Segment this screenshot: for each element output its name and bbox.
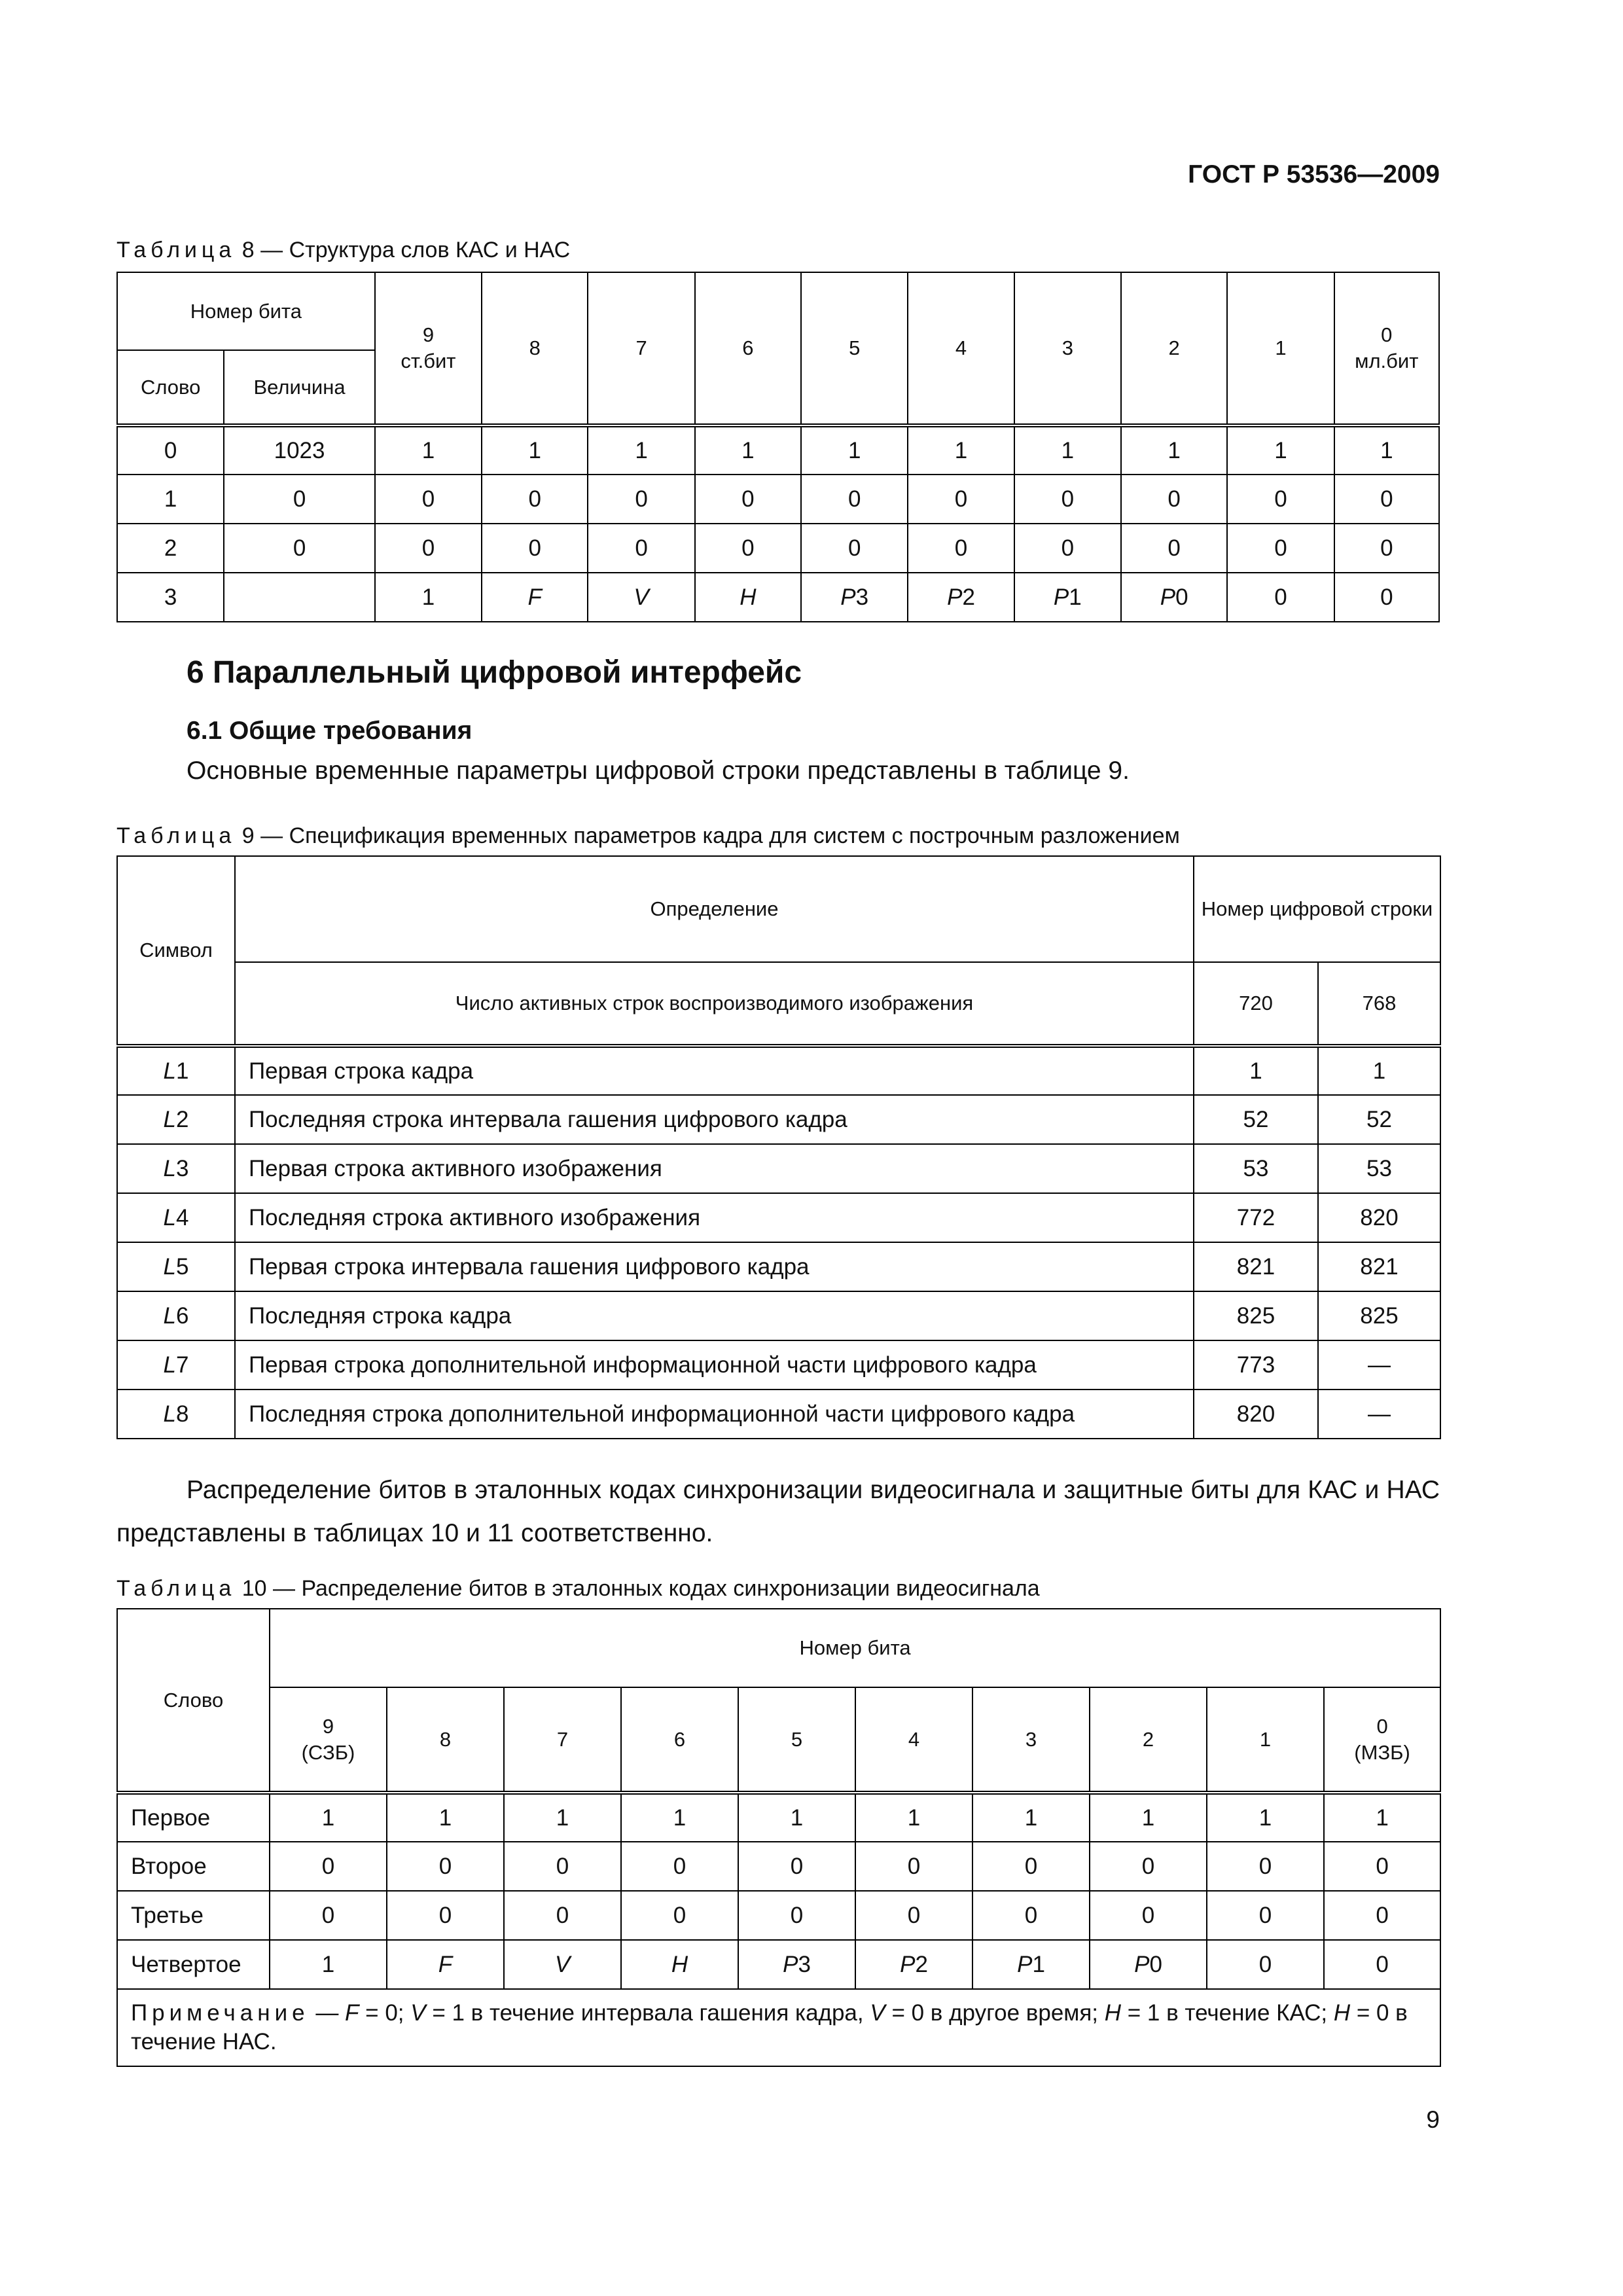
bit-cell — [387, 1940, 504, 1989]
line-768-cell: 825 — [1318, 1291, 1440, 1340]
word-cell: 3 — [117, 573, 224, 622]
word-cell: 0 — [117, 425, 224, 475]
table8-header-value: Величина — [224, 350, 374, 425]
bit-cell: 1 — [482, 425, 588, 475]
line-768-cell: — — [1318, 1390, 1440, 1439]
table9-row — [117, 1340, 1440, 1390]
table10-header-bit3: 3 — [972, 1687, 1090, 1793]
table10-header-bit9: 9 (СЗБ) — [270, 1687, 387, 1793]
table8-row — [117, 425, 1439, 475]
bit-symbol-letter: P — [1017, 1951, 1033, 1977]
bit-symbol-index: 0 — [1175, 584, 1188, 610]
symbol-cell — [117, 1095, 235, 1144]
table8-header-bit2: 2 — [1121, 272, 1227, 425]
bit-symbol-letter: P — [840, 584, 856, 610]
bit-cell — [1121, 573, 1227, 622]
table9-row — [117, 1193, 1440, 1242]
line-768-cell: 821 — [1318, 1242, 1440, 1291]
definition-cell: Первая строка кадра — [235, 1046, 1194, 1095]
bit-symbol-letter: V — [633, 584, 649, 610]
definition-cell: Последняя строка активного изображения — [235, 1193, 1194, 1242]
bit-cell — [621, 1940, 738, 1989]
bit-symbol-letter: V — [554, 1951, 571, 1977]
bit-cell: 0 — [1121, 475, 1227, 524]
bit-cell: 1 — [695, 425, 801, 475]
symbol-index: 5 — [176, 1253, 189, 1280]
bit-cell — [504, 1940, 621, 1989]
line-768-cell: 52 — [1318, 1095, 1440, 1144]
section-6-1-text: Основные временные параметры цифровой строки представлены в таблице 9. — [187, 757, 1130, 785]
symbol-cell — [117, 1291, 235, 1340]
bit-cell: 0 — [1227, 475, 1334, 524]
table8-header-bit6: 6 — [695, 272, 801, 425]
bit-cell: 0 — [801, 524, 908, 573]
bit-cell: 1 — [1014, 425, 1121, 475]
bit-cell: 1 — [387, 1793, 504, 1842]
value-cell: 0 — [224, 524, 374, 573]
line-720-cell: 52 — [1194, 1095, 1318, 1144]
table10-caption-prefix: Таблица — [116, 1576, 236, 1601]
bit-cell — [972, 1940, 1090, 1989]
bit-cell: 0 — [1207, 1842, 1324, 1891]
bit-cell: 0 — [621, 1842, 738, 1891]
bit-cell: 0 — [1014, 524, 1121, 573]
symbol-letter: L — [163, 1058, 176, 1084]
bit-symbol-letter: P — [947, 584, 963, 610]
bit-cell: 0 — [387, 1842, 504, 1891]
bit-cell: 0 — [1324, 1891, 1440, 1940]
bit-cell: 0 — [1090, 1842, 1207, 1891]
table9-caption — [116, 823, 1180, 849]
bit-cell: 1 — [1334, 425, 1439, 475]
symbol-cell — [117, 1242, 235, 1291]
bit-cell: 0 — [801, 475, 908, 524]
table10-header-bit6: 6 — [621, 1687, 738, 1793]
bit-cell: 1 — [908, 425, 1014, 475]
line-720-cell: 1 — [1194, 1046, 1318, 1095]
bit-cell: 0 — [1334, 524, 1439, 573]
table8-caption-text: 8 — Структура слов КАС и НАС — [241, 238, 571, 262]
bit-cell: 0 — [1227, 524, 1334, 573]
page-number: 9 — [1426, 2106, 1440, 2133]
table9-subheader-768: 768 — [1318, 962, 1440, 1046]
table9-row — [117, 1242, 1440, 1291]
table8-caption — [116, 238, 570, 263]
word-cell: 1 — [117, 475, 224, 524]
table10-header-bit-number: Номер бита — [270, 1609, 1440, 1687]
bit-cell: 0 — [621, 1891, 738, 1940]
bit-cell: 1 — [504, 1793, 621, 1842]
table8-header-bit9: 9 ст.бит — [375, 272, 482, 425]
symbol-cell — [117, 1046, 235, 1095]
line-768-cell: 1 — [1318, 1046, 1440, 1095]
bit-cell: 1 — [972, 1793, 1090, 1842]
symbol-letter: L — [163, 1352, 176, 1378]
table8-header-word: Слово — [117, 350, 224, 425]
bit-cell: 0 — [1324, 1842, 1440, 1891]
table10-row — [117, 1842, 1440, 1891]
bit-cell: 0 — [1014, 475, 1121, 524]
table9-row — [117, 1390, 1440, 1439]
symbol-letter: L — [163, 1155, 176, 1181]
table10-caption-text: 10 — Распределение битов в эталонных кодах синхронизации видеосигнала — [241, 1576, 1040, 1601]
bit-cell: 0 — [504, 1842, 621, 1891]
table8-row — [117, 573, 1439, 622]
bit-cell — [482, 573, 588, 622]
table10-header-bit1: 1 — [1207, 1687, 1324, 1793]
bit-cell: 0 — [695, 475, 801, 524]
table8-row — [117, 475, 1439, 524]
table10-row — [117, 1891, 1440, 1940]
table8-header-bit7: 7 — [588, 272, 694, 425]
bit-symbol-index: 2 — [962, 584, 975, 610]
bit-symbol-index: 1 — [1032, 1951, 1045, 1977]
definition-cell: Последняя строка кадра — [235, 1291, 1194, 1340]
bit-cell: 0 — [482, 524, 588, 573]
symbol-letter: L — [163, 1253, 176, 1280]
definition-cell: Первая строка интервала гашения цифрового кадра — [235, 1242, 1194, 1291]
bit-symbol-index: 0 — [1149, 1951, 1162, 1977]
bit-symbol-letter: P — [900, 1951, 916, 1977]
line-768-cell: 820 — [1318, 1193, 1440, 1242]
bit-symbol-letter: P — [1134, 1951, 1150, 1977]
bit-cell — [695, 573, 801, 622]
table9-header-symbol: Символ — [117, 856, 235, 1046]
table10-header-bit7: 7 — [504, 1687, 621, 1793]
bit-cell — [801, 573, 908, 622]
bit-cell: 1 — [1207, 1793, 1324, 1842]
bit-cell: 0 — [588, 524, 694, 573]
table8-header-bit3: 3 — [1014, 272, 1121, 425]
word-cell: 2 — [117, 524, 224, 573]
symbol-letter: L — [163, 1401, 176, 1427]
line-720-cell: 820 — [1194, 1390, 1318, 1439]
table8-header-bit0: 0 мл.бит — [1334, 272, 1439, 425]
line-720-cell: 821 — [1194, 1242, 1318, 1291]
bit-cell: 1 — [738, 1793, 855, 1842]
bit-symbol-index: 1 — [1069, 584, 1082, 610]
bit-cell: 1 — [375, 573, 482, 622]
bit-cell — [855, 1940, 972, 1989]
bit-cell: 1 — [588, 425, 694, 475]
table10-header-bit2: 2 — [1090, 1687, 1207, 1793]
bit-symbol-letter: F — [438, 1951, 453, 1977]
bit-symbol-letter: H — [740, 584, 757, 610]
bit-cell: 0 — [504, 1891, 621, 1940]
table9 — [116, 855, 1441, 1439]
table8-header-bit5: 5 — [801, 272, 908, 425]
bit-symbol-letter: P — [1053, 584, 1069, 610]
bit-cell: 0 — [695, 524, 801, 573]
table10-header-bit4: 4 — [855, 1687, 972, 1793]
bit-cell: 1 — [375, 425, 482, 475]
line-720-cell: 773 — [1194, 1340, 1318, 1390]
bit-symbol-letter: P — [1160, 584, 1176, 610]
table10-note-label: Примечание — [131, 2000, 310, 2026]
bit-cell: 1 — [1324, 1793, 1440, 1842]
table9-subheader-active-lines: Число активных строк воспроизводимого изображения — [235, 962, 1194, 1046]
word-cell: Четвертое — [117, 1940, 270, 1989]
line-768-cell: 53 — [1318, 1144, 1440, 1193]
bit-cell: 0 — [908, 524, 1014, 573]
bit-cell: 0 — [375, 524, 482, 573]
table9-row — [117, 1144, 1440, 1193]
line-720-cell: 53 — [1194, 1144, 1318, 1193]
table8 — [116, 272, 1440, 622]
table8-header-bit4: 4 — [908, 272, 1014, 425]
bit-cell — [1014, 573, 1121, 622]
bit-cell: 0 — [1334, 475, 1439, 524]
symbol-index: 8 — [176, 1401, 189, 1427]
table10-header-bit0: 0 (МЗБ) — [1324, 1687, 1440, 1793]
bit-cell: 1 — [270, 1940, 387, 1989]
bit-cell — [908, 573, 1014, 622]
bit-cell: 0 — [1207, 1891, 1324, 1940]
table10 — [116, 1608, 1441, 2067]
symbol-index: 4 — [176, 1204, 189, 1230]
symbol-cell — [117, 1193, 235, 1242]
bit-cell: 1 — [855, 1793, 972, 1842]
bit-symbol-index: 2 — [915, 1951, 928, 1977]
bit-cell: 0 — [1334, 573, 1439, 622]
definition-cell: Последняя строка интервала гашения цифрового кадра — [235, 1095, 1194, 1144]
bit-cell: 0 — [738, 1891, 855, 1940]
bit-symbol-letter: F — [527, 584, 542, 610]
bit-cell: 0 — [855, 1842, 972, 1891]
section-6-1-heading: 6.1 Общие требования — [187, 717, 473, 745]
table10-caption — [116, 1576, 1040, 1602]
bit-symbol-index: 3 — [798, 1951, 811, 1977]
bit-cell: 0 — [908, 475, 1014, 524]
table9-subheader-720: 720 — [1194, 962, 1318, 1046]
section-6-heading: 6 Параллельный цифровой интерфейс — [187, 655, 802, 690]
bit-cell — [588, 573, 694, 622]
bit-cell: 0 — [387, 1891, 504, 1940]
word-cell: Третье — [117, 1891, 270, 1940]
table8-row — [117, 524, 1439, 573]
bit-cell: 1 — [1227, 425, 1334, 475]
symbol-index: 7 — [176, 1352, 189, 1378]
bit-cell: 1 — [801, 425, 908, 475]
word-cell: Второе — [117, 1842, 270, 1891]
bit-cell: 0 — [482, 475, 588, 524]
bit-cell: 0 — [1090, 1891, 1207, 1940]
bit-cell: 0 — [855, 1891, 972, 1940]
bit-symbol-letter: H — [671, 1951, 688, 1977]
bit-cell: 0 — [270, 1891, 387, 1940]
definition-cell: Последняя строка дополнительной информационной части цифрового кадра — [235, 1390, 1194, 1439]
table10-row — [117, 1940, 1440, 1989]
bit-cell: 0 — [972, 1842, 1090, 1891]
bit-cell: 0 — [1121, 524, 1227, 573]
bit-cell: 0 — [738, 1842, 855, 1891]
bit-cell: 1 — [1121, 425, 1227, 475]
word-cell: Первое — [117, 1793, 270, 1842]
symbol-cell — [117, 1390, 235, 1439]
symbol-index: 2 — [176, 1106, 189, 1132]
table10-header-word: Слово — [117, 1609, 270, 1793]
value-cell: 0 — [224, 475, 374, 524]
table8-header-bit1: 1 — [1227, 272, 1334, 425]
symbol-letter: L — [163, 1106, 176, 1132]
table9-header-definition: Определение — [235, 856, 1194, 962]
table9-caption-text: 9 — Спецификация временных параметров кадра для систем с построчным разложением — [241, 823, 1180, 848]
bit-cell: 0 — [270, 1842, 387, 1891]
table9-caption-prefix: Таблица — [116, 823, 236, 848]
table8-header-bit-number: Номер бита — [117, 272, 375, 350]
definition-cell: Первая строка дополнительной информационной части цифрового кадра — [235, 1340, 1194, 1390]
table8-caption-prefix: Таблица — [116, 238, 236, 262]
value-cell — [224, 573, 374, 622]
bit-cell: 1 — [1090, 1793, 1207, 1842]
symbol-cell — [117, 1340, 235, 1390]
table9-header-line-number: Номер цифровой строки — [1194, 856, 1440, 962]
bit-cell: 0 — [1207, 1940, 1324, 1989]
symbol-index: 3 — [176, 1155, 189, 1181]
table10-row — [117, 1793, 1440, 1842]
table10-note: Примечание — F = 0; V = 1 в течение интервала гашения кадра, V = 0 в другое время; H = 1 в течение КАС; H = 0 в течение НАС. — [117, 1989, 1440, 2066]
bit-cell — [1090, 1940, 1207, 1989]
table-reference-paragraph: Распределение битов в эталонных кодах синхронизации видеосигнала и защитные биты для КАС и НАС представлены в таблицах 10 и 11 соответственно. — [116, 1476, 1440, 1547]
bit-cell: 1 — [270, 1793, 387, 1842]
symbol-cell — [117, 1144, 235, 1193]
table8-header-bit8: 8 — [482, 272, 588, 425]
bit-cell: 0 — [588, 475, 694, 524]
definition-cell: Первая строка активного изображения — [235, 1144, 1194, 1193]
value-cell: 1023 — [224, 425, 374, 475]
bit-cell: 0 — [972, 1891, 1090, 1940]
symbol-letter: L — [163, 1204, 176, 1230]
table9-row — [117, 1291, 1440, 1340]
line-768-cell: — — [1318, 1340, 1440, 1390]
symbol-index: 6 — [176, 1302, 189, 1329]
line-720-cell: 825 — [1194, 1291, 1318, 1340]
bit-cell — [738, 1940, 855, 1989]
document-code: ГОСТ Р 53536—2009 — [1188, 160, 1440, 188]
bit-cell: 0 — [1227, 573, 1334, 622]
bit-cell: 0 — [1324, 1940, 1440, 1989]
table9-row — [117, 1095, 1440, 1144]
bit-cell: 0 — [375, 475, 482, 524]
symbol-letter: L — [163, 1302, 176, 1329]
bit-symbol-index: 3 — [855, 584, 869, 610]
table9-row — [117, 1046, 1440, 1095]
bit-symbol-letter: P — [783, 1951, 798, 1977]
table10-header-bit5: 5 — [738, 1687, 855, 1793]
table10-header-bit8: 8 — [387, 1687, 504, 1793]
line-720-cell: 772 — [1194, 1193, 1318, 1242]
bit-cell: 1 — [621, 1793, 738, 1842]
symbol-index: 1 — [176, 1058, 189, 1084]
